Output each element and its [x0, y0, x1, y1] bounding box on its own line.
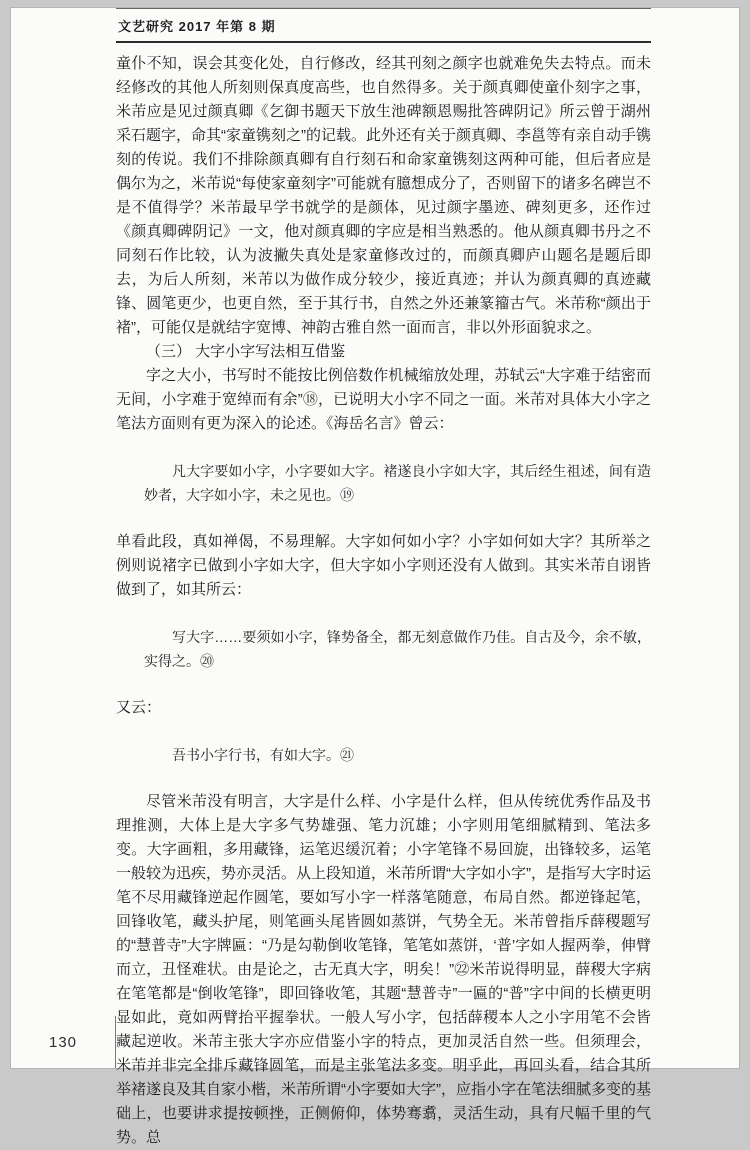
- paragraph-continuation: 童仆不知，误会其变化处，自行修改，经其刊刻之颜字也就难免失去特点。而未经修改的其他人所刻则保真度高些，也自然得多。关于颜真卿使童仆刻字之事，米芾应是见过颜真卿《乞御书题天下放生池碑额恩赐批答碑阴记》所云曾于湖州采石题字，命其“家童镌刻之”的记载。此外还有关于颜真卿、李邕等有亲自动手镌刻的传说。我们不排除颜真卿有自行刻石和命家童镌刻这两种可能，但后者应是偶尔为之，米芾说“每使家童刻字”可能就有臆想成分了，否则留下的诸多名碑岂不是不值得学？米芾最早学书就学的是颜体，见过颜字墨迹、碑刻更多，还作过《颜真卿碑阴记》一文，他对颜真卿的字应是相当熟悉的。他从颜真卿书丹之不同刻石作比较，认为波撇失真处是家童修改过的，而颜真卿庐山题名是题后即去，为后人所刻，米芾以为做作成分较少，接近真迹；并认为颜真卿的真迹藏锋、圆笔更少，也更自然，至于其行书，自然之外还兼篆籀古气。米芾称“颜出于褚”，可能仅是就结字宽博、神韵古雅自然一面而言，非以外形面貌求之。: [116, 55, 651, 336]
- footer-divider: [115, 1016, 116, 1068]
- page-number: 130: [48, 1033, 78, 1051]
- block-quote: 吾书小字行书，有如大字。㉑: [172, 747, 354, 763]
- block-quote: 凡大字要如小字，小字要如大字。褚遂良小字如大字，其后经生祖述，间有造妙者，大字如小字，未之见也。⑲: [144, 463, 651, 503]
- article-body: [116, 52, 651, 1150]
- page-header: [116, 8, 651, 43]
- journal-issue-title: 文艺研究 2017 年第 8 期: [118, 19, 276, 34]
- paragraph: 又云：: [116, 699, 162, 716]
- paragraph: 字之大小，书写时不能按比例倍数作机械缩放处理，苏轼云“大字难于结密而无间，小字难于宽绰而有余”⑱，已说明大小字不同之一面。米芾对具体大小字之笔法方面则有更为深入的论述。《海岳名言》曾云：: [116, 367, 651, 432]
- journal-page: [10, 7, 740, 1146]
- paragraph: 尽管米芾没有明言，大字是什么样、小字是什么样，但从传统优秀作品及书理推测，大体上是大字多气势雄强、笔力沉雄；小字则用笔细腻精到、笔法多变。大字画粗，多用藏锋，运笔迟缓沉着；小字笔锋不易回旋，出锋较多，运笔一般较为迅疾，势亦灵活。从上段知道，米芾所谓“大字如小字”，是指写大字时运笔不尽用藏锋逆起作圆笔，要如写小字一样落笔随意，布局自然。都逆锋起笔，回锋收笔，藏头护尾，则笔画头尾皆圆如蒸饼，气势全无。米芾曾指斥薛稷题写的“慧普寺”大字牌匾：“乃是勾勒倒收笔锋，笔笔如蒸饼，‘普’字如人握两拳，伸臂而立，丑怪难状。由是论之，古无真大字，明矣！”㉒米芾说得明显，薛稷大字病在笔笔都是“倒收笔锋”，即回锋收笔，其题“慧普寺”一匾的“普”字中间的长横更明显如此，竟如两臂抬平握拳状。一般人写小字，包括薛稷本人之小字用笔不会皆藏起逆收。米芾主张大字亦应借鉴小字的特点，更加灵活自然一些。但须理会，米芾并非完全排斥藏锋圆笔，而是主张笔法多变。明乎此，再回头看，结合其所举褚遂良及其自家小楷，米芾所谓“小字要如大字”，应指小字在笔法细腻多变的基础上，也要讲求提按顿挫，正侧俯仰，体势骞翥，灵活生动，具有尺幅千里的气势。总: [116, 793, 651, 1146]
- block-quote: 写大字……要须如小字，锋势备全，都无刻意做作乃佳。自古及今，余不敏，实得之。⑳: [144, 629, 651, 669]
- paragraph: 单看此段，真如禅偈，不易理解。大字如何如小字？小字如何如大字？其所举之例则说褚字已做到小字如大字，但大字如小字则还没有人做到。其实米芾自诩皆做到了，如其所云：: [116, 533, 651, 598]
- section-heading: （三） 大字小字写法相互借鉴: [146, 343, 346, 360]
- page-footer: [11, 1016, 116, 1068]
